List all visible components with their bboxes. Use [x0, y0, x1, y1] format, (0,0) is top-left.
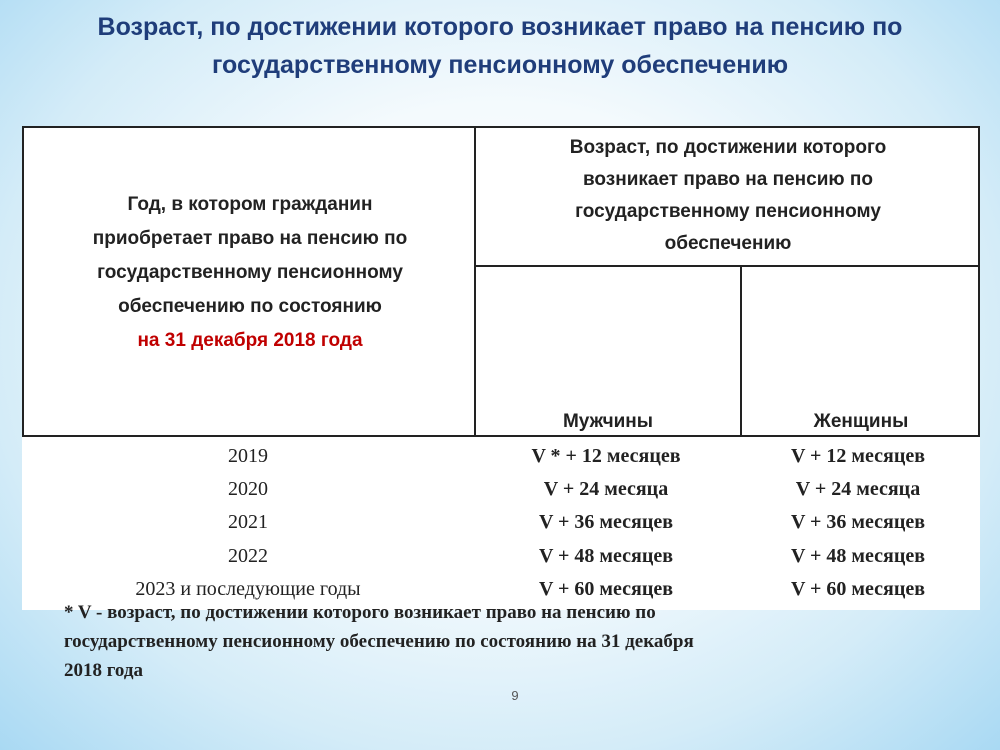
table-row	[22, 511, 980, 544]
slide-title-line2: государственному пенсионному обеспечению	[211, 51, 789, 79]
men-cell: V + 48 месяцев	[538, 545, 674, 567]
year-cell: 2020	[228, 478, 268, 500]
age-header-line: Возраст, по достижении которого	[569, 137, 887, 158]
age-header-line: обеспечению	[664, 233, 792, 254]
table-row	[22, 545, 980, 578]
age-header-line: государственному пенсионному	[575, 201, 881, 222]
header-divider-horizontal	[476, 265, 980, 267]
men-cell: V + 36 месяцев	[538, 511, 674, 533]
table-body	[22, 437, 980, 610]
table-row	[22, 445, 980, 478]
women-cell: V + 48 месяцев	[790, 545, 926, 567]
year-cell: 2021	[228, 511, 268, 533]
year-header-line: государственному пенсионному	[97, 262, 403, 283]
table-header	[22, 126, 980, 437]
year-header-line: обеспечению по состоянию	[118, 296, 382, 317]
year-header-date: на 31 декабря 2018 года	[137, 330, 363, 351]
women-column-header: Женщины	[813, 411, 909, 432]
year-header-line: приобретает право на пенсию по	[92, 228, 408, 249]
men-cell: V * + 12 месяцев	[531, 445, 681, 467]
women-cell: V + 36 месяцев	[790, 511, 926, 533]
table-row	[22, 478, 980, 511]
slide-title	[0, 8, 1000, 84]
footnote-line: 2018 года	[64, 660, 143, 681]
age-header-line: возникает право на пенсию по	[582, 169, 873, 190]
year-cell: 2019	[228, 445, 268, 467]
men-cell: V + 60 месяцев	[538, 578, 674, 600]
men-cell: V + 24 месяца	[543, 478, 669, 500]
men-column-header: Мужчины	[562, 411, 654, 432]
women-cell: V + 60 месяцев	[790, 578, 926, 600]
slide-title-line1: Возраст, по достижении которого возникает право на пенсию по	[97, 13, 903, 41]
footnote-line: * V - возраст, по достижении которого возникает право на пенсию по	[64, 602, 656, 623]
footnote-line: государственному пенсионному обеспечению по состоянию на 31 декабря	[64, 631, 694, 652]
footnote	[64, 598, 944, 685]
women-cell: V + 24 месяца	[795, 478, 921, 500]
women-cell: V + 12 месяцев	[790, 445, 926, 467]
gender-divider	[740, 267, 742, 435]
age-column-header	[476, 132, 980, 260]
year-column-header	[24, 188, 476, 358]
year-cell: 2023 и последующие годы	[135, 578, 361, 600]
page-number: 9	[511, 688, 519, 703]
year-cell: 2022	[228, 545, 268, 567]
year-header-line: Год, в котором гражданин	[127, 194, 373, 215]
